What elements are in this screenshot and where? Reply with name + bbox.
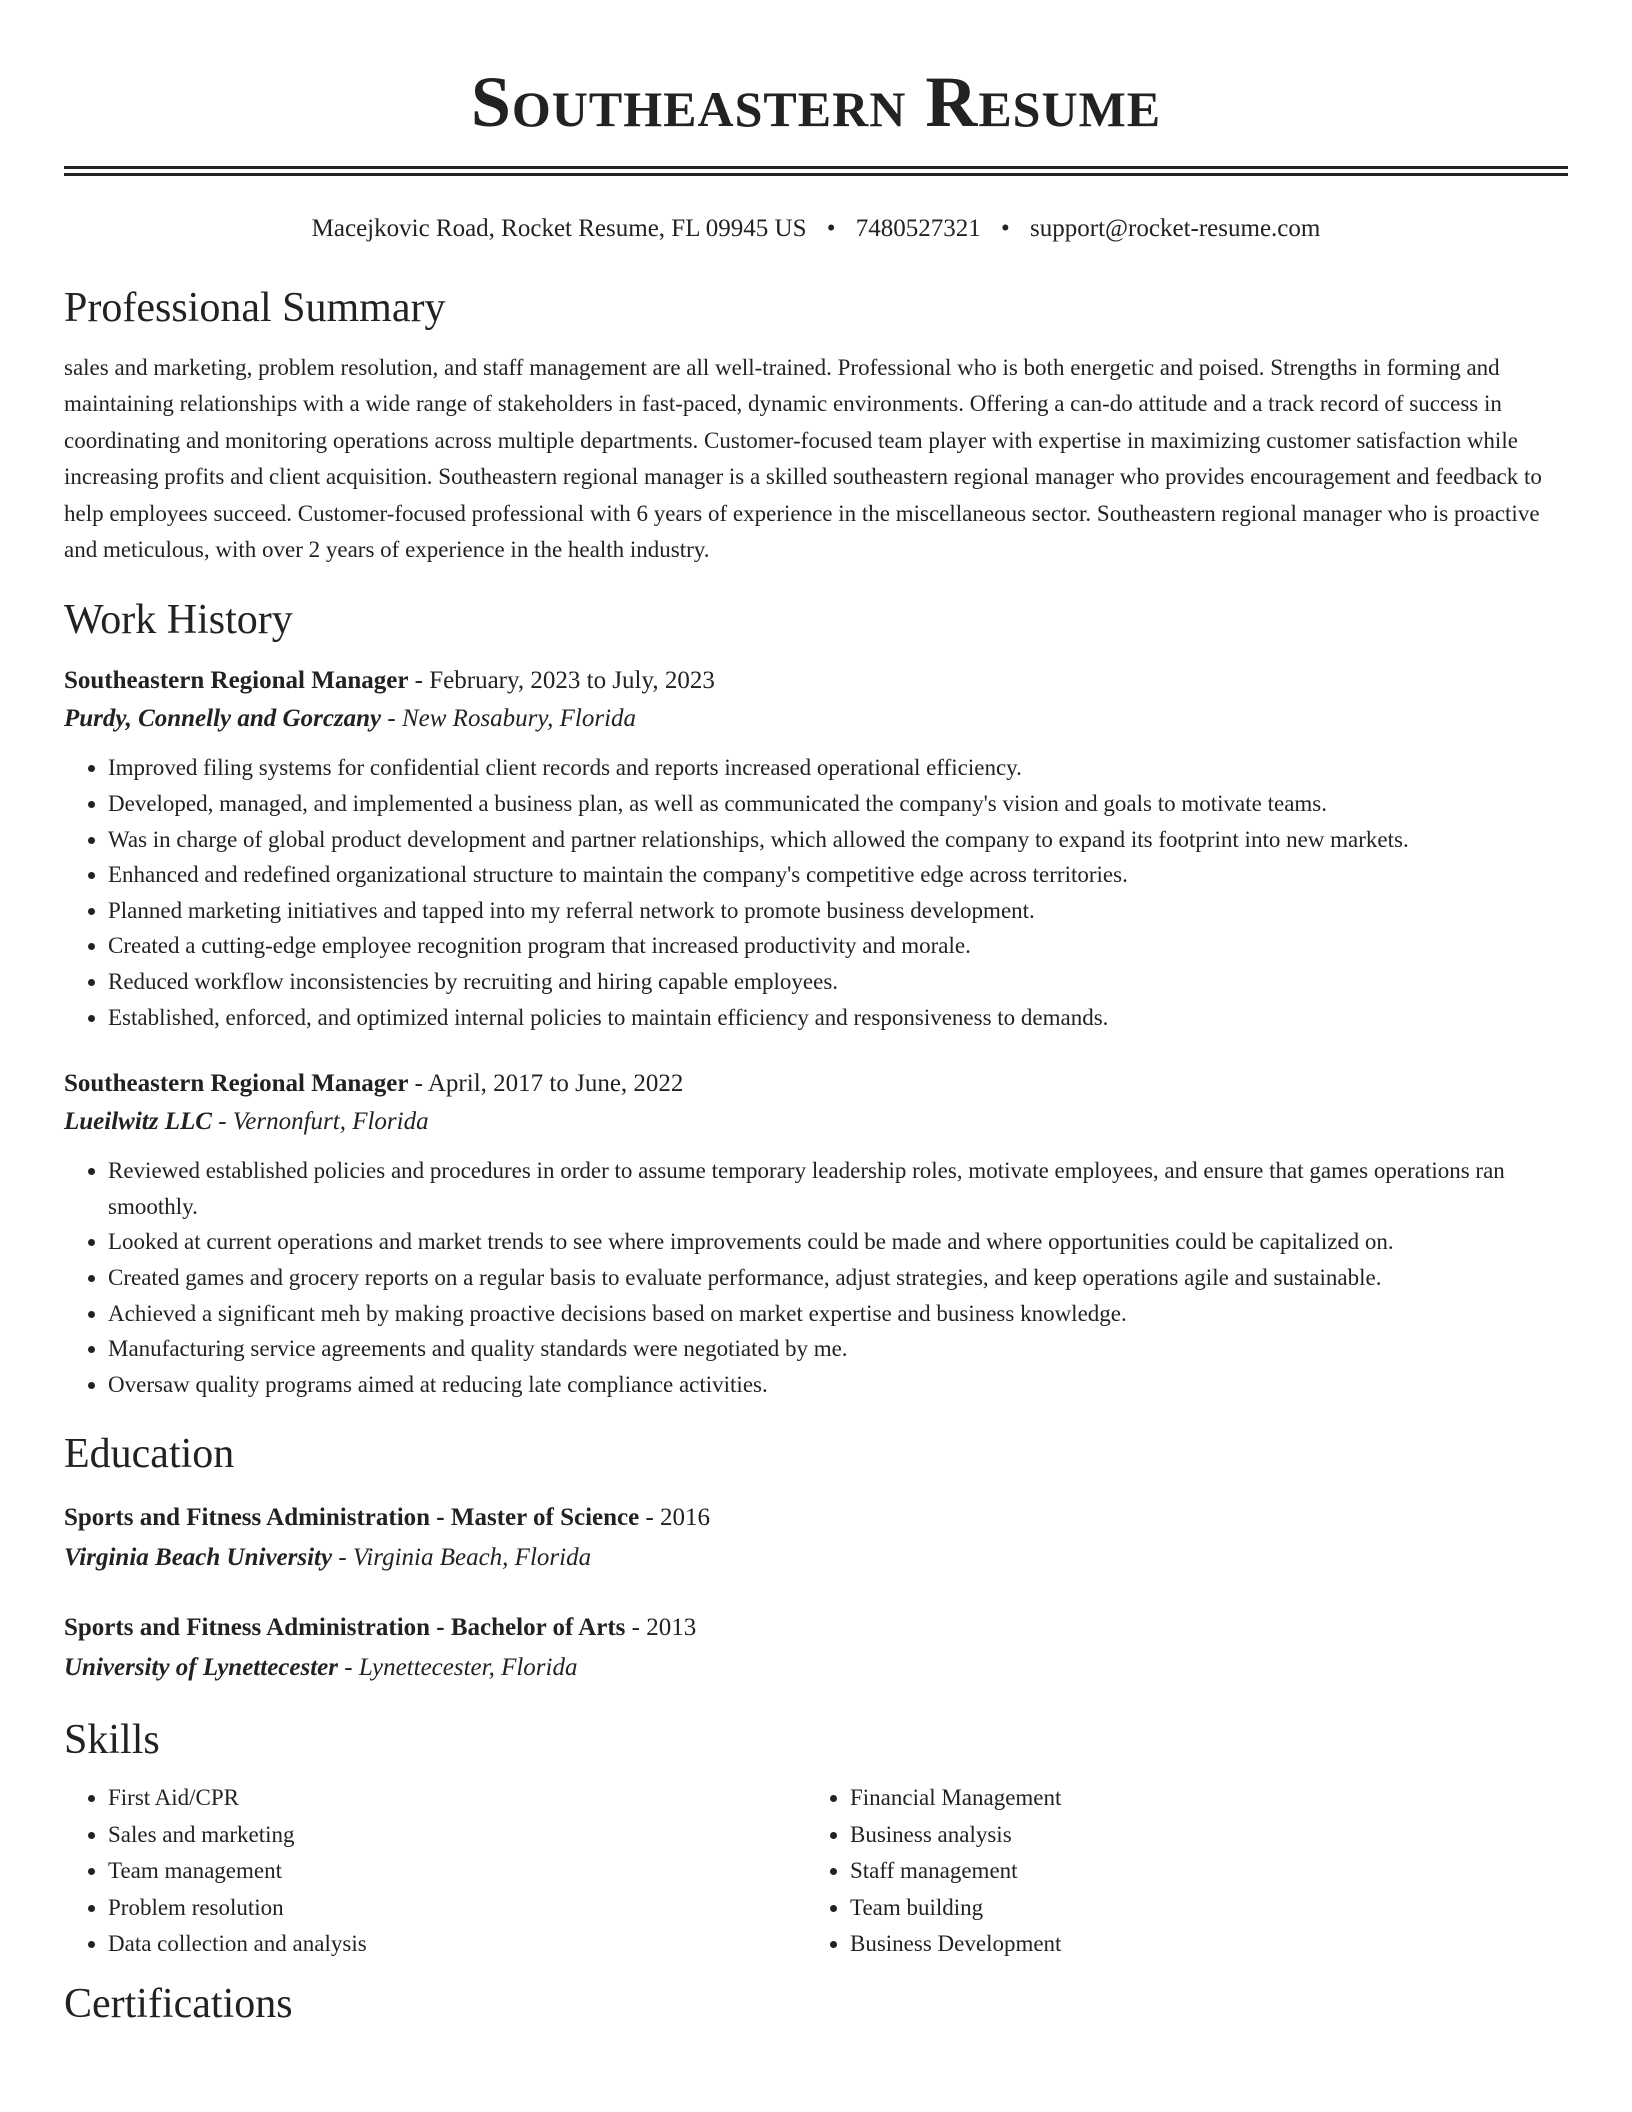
list-item: • Business Development [850,1926,1548,1962]
certifications-heading: Certifications [64,1981,293,2028]
job-company: Purdy, Connelly and Gorczany [64,705,382,733]
list-item: • Oversaw quality programs aimed at reducing late compliance activities. [108,1367,1568,1403]
job-location: - New Rosabury, Florida [381,705,637,733]
contact-separator: • [826,215,836,242]
education-entry [64,1608,1568,1688]
education-degree: Sports and Fitness Administration - Bachelor of Arts [64,1614,626,1642]
job-dates: - February, 2023 to July, 2023 [408,667,715,695]
contact-separator: • [1001,215,1010,242]
work-history-heading: Work History [64,597,293,644]
job-header [64,1065,1568,1103]
summary-heading: Professional Summary [64,285,446,331]
education-degree: Sports and Fitness Administration - Master of Science [64,1504,640,1532]
job-role: Southeastern Regional Manager [64,667,409,695]
list-item: • Reduced workflow inconsistencies by recruiting and hiring capable employees. [108,964,1568,1000]
list-item: • Team building [850,1890,1548,1926]
list-item: • Manufacturing service agreements and quality standards were negotiated by me. [108,1331,1568,1367]
skills-column-right [806,1780,1548,1962]
list-item: • Reviewed established policies and procedures in order to assume temporary leadership roles, motivate employees, and ensure that games operations ran smoothly. [108,1153,1568,1224]
list-item: • Problem resolution [108,1890,806,1926]
job-location: - Vernonfurt, Florida [211,1108,429,1136]
education-school: University of Lynettecester [64,1654,338,1682]
list-item: • Staff management [850,1853,1548,1889]
list-item: • Established, enforced, and optimized internal policies to maintain efficiency and responsiveness to demands. [108,1000,1568,1036]
job-employer [64,1103,1568,1141]
job-dates: - April, 2017 to June, 2022 [408,1070,684,1098]
education-heading: Education [64,1431,235,1478]
skills-column-left [64,1780,806,1962]
list-item: • Data collection and analysis [108,1926,806,1962]
list-item: • Looked at current operations and market trends to see where improvements could be made and where opportunities could be capitalized on. [108,1224,1568,1260]
resume-name: Southeastern Resume [470,62,1162,142]
job-bullets [64,750,1568,1035]
list-item: • Financial Management [850,1780,1548,1816]
education-header [64,1608,1568,1648]
resume-page [64,0,1568,2030]
education-entry [64,1498,1568,1578]
list-item: • Business analysis [850,1817,1548,1853]
job-role: Southeastern Regional Manager [64,1070,409,1098]
list-item: • Achieved a significant meh by making proactive decisions based on market expertise and business knowledge. [108,1296,1568,1332]
list-item: • Developed, managed, and implemented a business plan, as well as communicated the company's vision and goals to motivate teams. [108,786,1568,822]
education-header [64,1498,1568,1538]
list-item: • Was in charge of global product development and partner relationships, which allowed the company to expand its footprint into new markets. [108,822,1568,858]
job-employer [64,700,1568,738]
list-item: • Planned marketing initiatives and tapped into my referral network to promote business development. [108,893,1568,929]
contact-email: support@rocket-resume.com [1030,215,1321,242]
list-item: • First Aid/CPR [108,1780,806,1816]
education-school: Virginia Beach University [64,1544,333,1572]
list-item: • Created a cutting-edge employee recognition program that increased productivity and morale. [108,928,1568,964]
list-item: • Created games and grocery reports on a regular basis to evaluate performance, adjust strategies, and keep operations agile and sustainable. [108,1260,1568,1296]
job-entry [64,662,1568,1035]
list-item: • Team management [108,1853,806,1889]
job-bullets [64,1153,1568,1402]
education-institution [64,1648,1568,1688]
list-item: • Sales and marketing [108,1817,806,1853]
education-location: - Virginia Beach, Florida [332,1544,592,1572]
job-header [64,662,1568,700]
skills-heading: Skills [64,1717,160,1764]
list-item: • Enhanced and redefined organizational structure to maintain the company's competitive edge across territories. [108,857,1568,893]
education-institution [64,1538,1568,1578]
skills-grid [64,1780,1568,1962]
education-year: - 2013 [625,1614,697,1642]
list-item: • Improved filing systems for confidential client records and reports increased operational efficiency. [108,750,1568,786]
contact-line [64,212,1568,246]
contact-address: Macejkovic Road, Rocket Resume, FL 09945 US [311,215,807,242]
contact-phone: 7480527321 [855,215,981,242]
education-year: - 2016 [639,1504,711,1532]
header-double-rule [64,166,1568,176]
job-company: Lueilwitz LLC [64,1108,212,1136]
education-location: - Lynettecester, Florida [338,1654,578,1682]
job-entry [64,1065,1568,1402]
summary-text: sales and marketing, problem resolution, and staff management are all well-trained. Professional who is both energetic and poised. Strengths in forming and maintaining relationships with a wide range of stakeholders in fast-paced, dynamic environments. Offering a can-do attitude and a track record of success in coordinating and monitoring operations across multiple departments. Customer-focused team player with expertise in maximizing customer satisfaction while increasing profits and client acquisition. Southeastern regional manager is a skilled southeastern regional manager who provides encouragement and feedback to help employees succeed. Customer-focused professional with 6 years of experience in the miscellaneous sector. Southeastern regional manager who is proactive and meticulous, with over 2 years of experience in the health industry. [64,355,1542,563]
